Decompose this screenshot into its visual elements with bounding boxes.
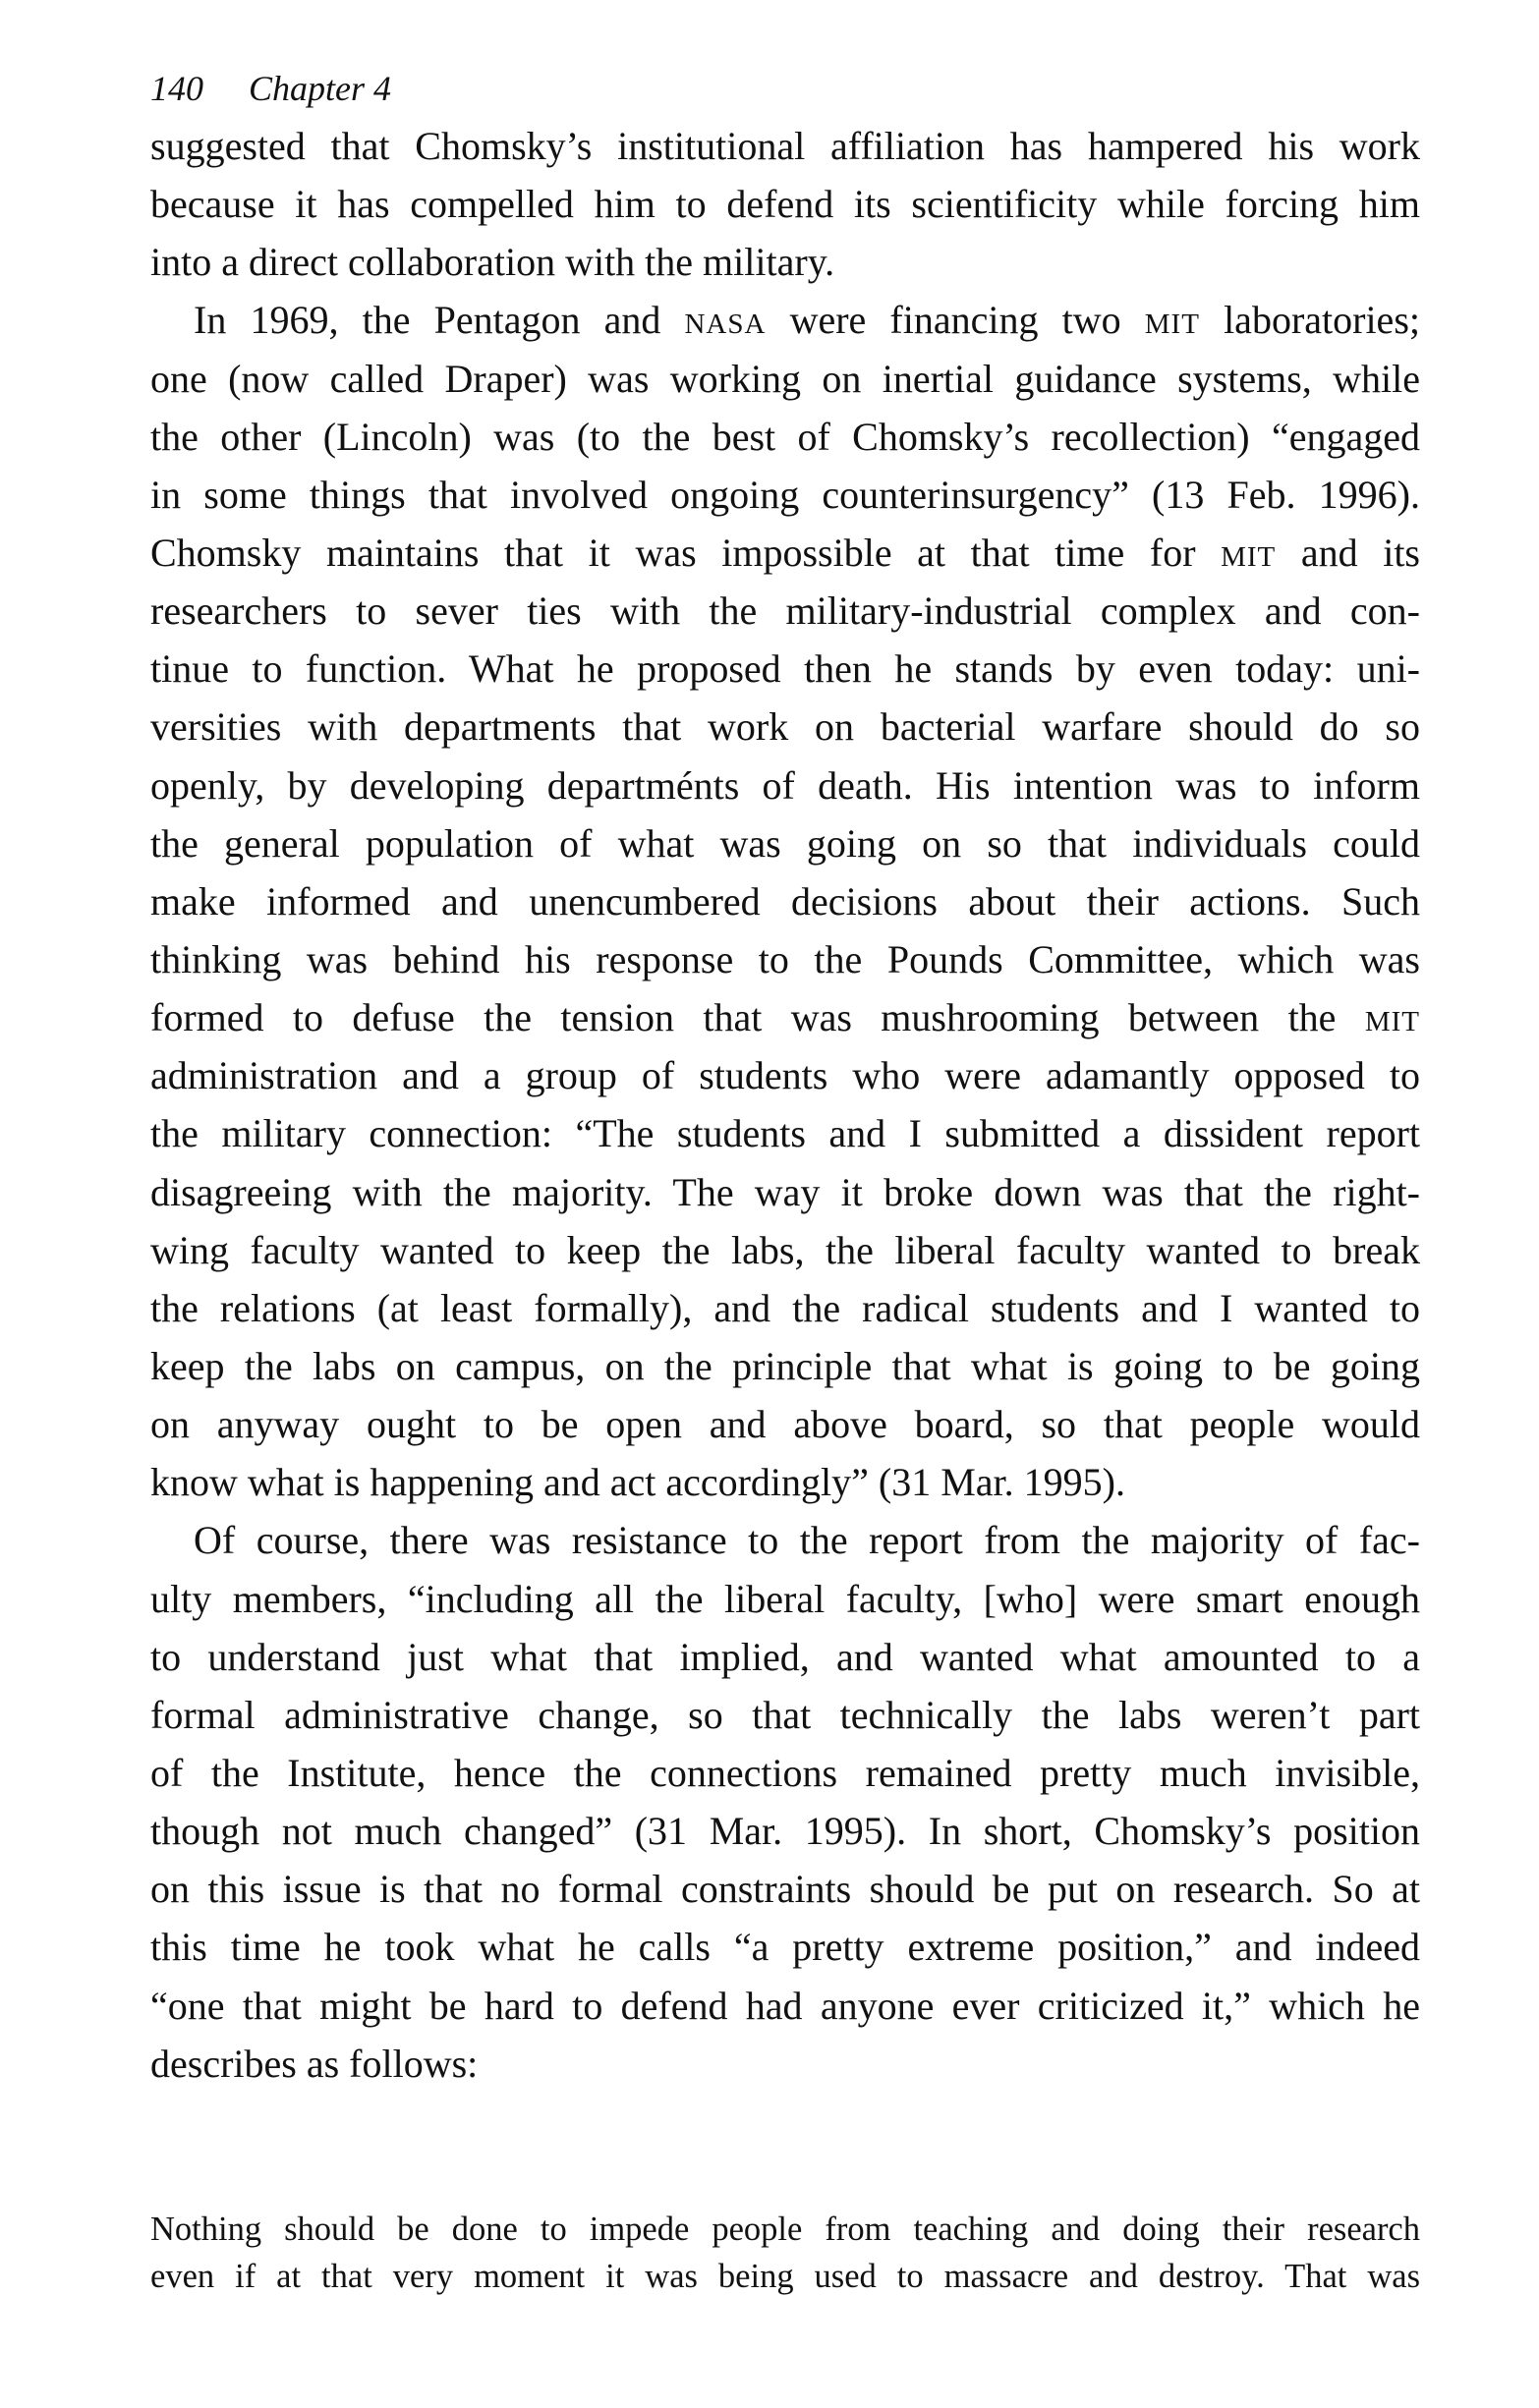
small-caps-abbreviation: MIT	[1144, 308, 1200, 341]
text-line	[150, 1395, 1420, 1453]
text-run: “one that might be hard to defend had anyone ever criticized it,” which he	[150, 1983, 1420, 2028]
text-run: the relations (at least formally), and the radical students and I wanted to	[150, 1285, 1420, 1330]
text-line	[150, 2035, 1420, 2093]
text-line	[150, 1337, 1420, 1395]
text-line	[150, 1744, 1420, 1802]
text-run: In 1969, the Pentagon and	[194, 298, 685, 343]
text-line	[150, 117, 1420, 175]
chapter-title: Chapter 4	[249, 69, 392, 108]
text-run: one (now called Draper) was working on inertial guidance systems, while	[150, 356, 1420, 401]
text-run: though not much changed” (31 Mar. 1995). In short, Chomsky’s position	[150, 1809, 1420, 1854]
text-line	[150, 1628, 1420, 1686]
text-run: and its	[1276, 530, 1421, 575]
text-line	[150, 291, 1420, 349]
running-head	[150, 65, 391, 112]
text-run: researchers to sever ties with the military-industrial complex and con-	[150, 588, 1420, 634]
text-line	[150, 1977, 1420, 2035]
text-run: wing faculty wanted to keep the labs, the liberal faculty wanted to break	[150, 1227, 1420, 1272]
text-line	[150, 524, 1420, 582]
text-run: to understand just what that implied, and wanted what amounted to a	[150, 1634, 1420, 1679]
text-run: because it has compelled him to defend its scientificity while forcing him	[150, 182, 1420, 227]
text-run: formal administrative change, so that technically the labs weren’t part	[150, 1692, 1420, 1737]
text-run: disagreeing with the majority. The way it broke down was that the right-	[150, 1169, 1420, 1214]
text-run: ulty members, “including all the liberal faculty, [who] were smart enough	[150, 1576, 1420, 1621]
text-line	[150, 233, 1420, 291]
text-run: this time he took what he calls “a pretty extreme position,” and indeed	[150, 1925, 1420, 1970]
text-line	[150, 408, 1420, 466]
text-run: Of course, there was resistance to the report from the majority of fac-	[194, 1518, 1420, 1563]
text-line	[150, 1570, 1420, 1628]
small-caps-abbreviation: MIT	[1364, 1006, 1420, 1038]
text-line	[150, 1104, 1420, 1162]
text-run: Chomsky maintains that it was impossible at that time for	[150, 530, 1222, 575]
text-run: administration and a group of students who were adamantly opposed to	[150, 1053, 1420, 1098]
text-run: versities with departments that work on bacterial warfare should do so	[150, 704, 1420, 750]
text-run: into a direct collaboration with the military.	[150, 240, 835, 285]
text-run: formed to defuse the tension that was mushrooming between the	[150, 995, 1365, 1040]
text-run: the other (Lincoln) was (to the best of Chomsky’s recollection) “engaged	[150, 414, 1420, 459]
text-line	[150, 872, 1420, 930]
text-run: openly, by developing departménts of death. His intention was to inform	[150, 762, 1420, 808]
text-line	[150, 466, 1420, 524]
text-line	[150, 1860, 1420, 1918]
text-run: thinking was behind his response to the Pounds Committee, which was	[150, 936, 1420, 981]
text-line	[150, 930, 1420, 988]
block-quote	[150, 2206, 1420, 2300]
text-run: make informed and unencumbered decisions about their actions. Such	[150, 878, 1420, 924]
text-line	[150, 698, 1420, 756]
text-line	[150, 640, 1420, 698]
text-line	[150, 988, 1420, 1046]
text-run: of the Institute, hence the connections remained pretty much invisible,	[150, 1750, 1420, 1795]
text-run: describes as follows:	[150, 2041, 479, 2086]
text-line	[150, 1918, 1420, 1976]
page-number: 140	[150, 69, 203, 108]
block-quote-line: even if at that very moment it was being used to massacre and destroy. That was	[150, 2258, 1420, 2295]
small-caps-abbreviation: NASA	[684, 308, 767, 341]
text-line	[150, 1802, 1420, 1860]
paragraph	[150, 117, 1420, 291]
text-line	[150, 1511, 1420, 1569]
text-run: in some things that involved ongoing counterinsurgency” (13 Feb. 1996).	[150, 472, 1420, 517]
text-line	[150, 1221, 1420, 1279]
text-run: know what is happening and act accordingly” (31 Mar. 1995).	[150, 1460, 1125, 1505]
block-quote-line: Nothing should be done to impede people from teaching and doing their research	[150, 2211, 1420, 2248]
text-line	[150, 1453, 1420, 1511]
text-line	[150, 1046, 1420, 1104]
small-caps-abbreviation: MIT	[1221, 540, 1277, 573]
text-run: suggested that Chomsky’s institutional affiliation has hampered his work	[150, 124, 1420, 168]
text-run: the general population of what was going on so that individuals could	[150, 820, 1420, 866]
text-run: were financing two	[766, 298, 1145, 343]
text-run: tinue to function. What he proposed then he stands by even today: uni-	[150, 646, 1420, 692]
text-run: keep the labs on campus, on the principle that what is going to be going	[150, 1343, 1420, 1388]
text-line	[150, 814, 1420, 872]
text-line	[150, 1279, 1420, 1337]
paragraph	[150, 291, 1420, 1511]
text-line	[150, 1686, 1420, 1744]
text-run: on anyway ought to be open and above board, so that people would	[150, 1402, 1420, 1447]
text-line	[150, 1163, 1420, 1221]
text-run: laboratories;	[1199, 298, 1420, 343]
text-run: on this issue is that no formal constraints should be put on research. So at	[150, 1867, 1420, 1912]
text-line	[150, 175, 1420, 233]
body-text	[150, 117, 1420, 2093]
text-line	[150, 350, 1420, 408]
text-line	[150, 582, 1420, 640]
paragraph	[150, 1511, 1420, 2092]
text-run: the military connection: “The students and I submitted a dissident report	[150, 1111, 1420, 1156]
text-line	[150, 756, 1420, 814]
